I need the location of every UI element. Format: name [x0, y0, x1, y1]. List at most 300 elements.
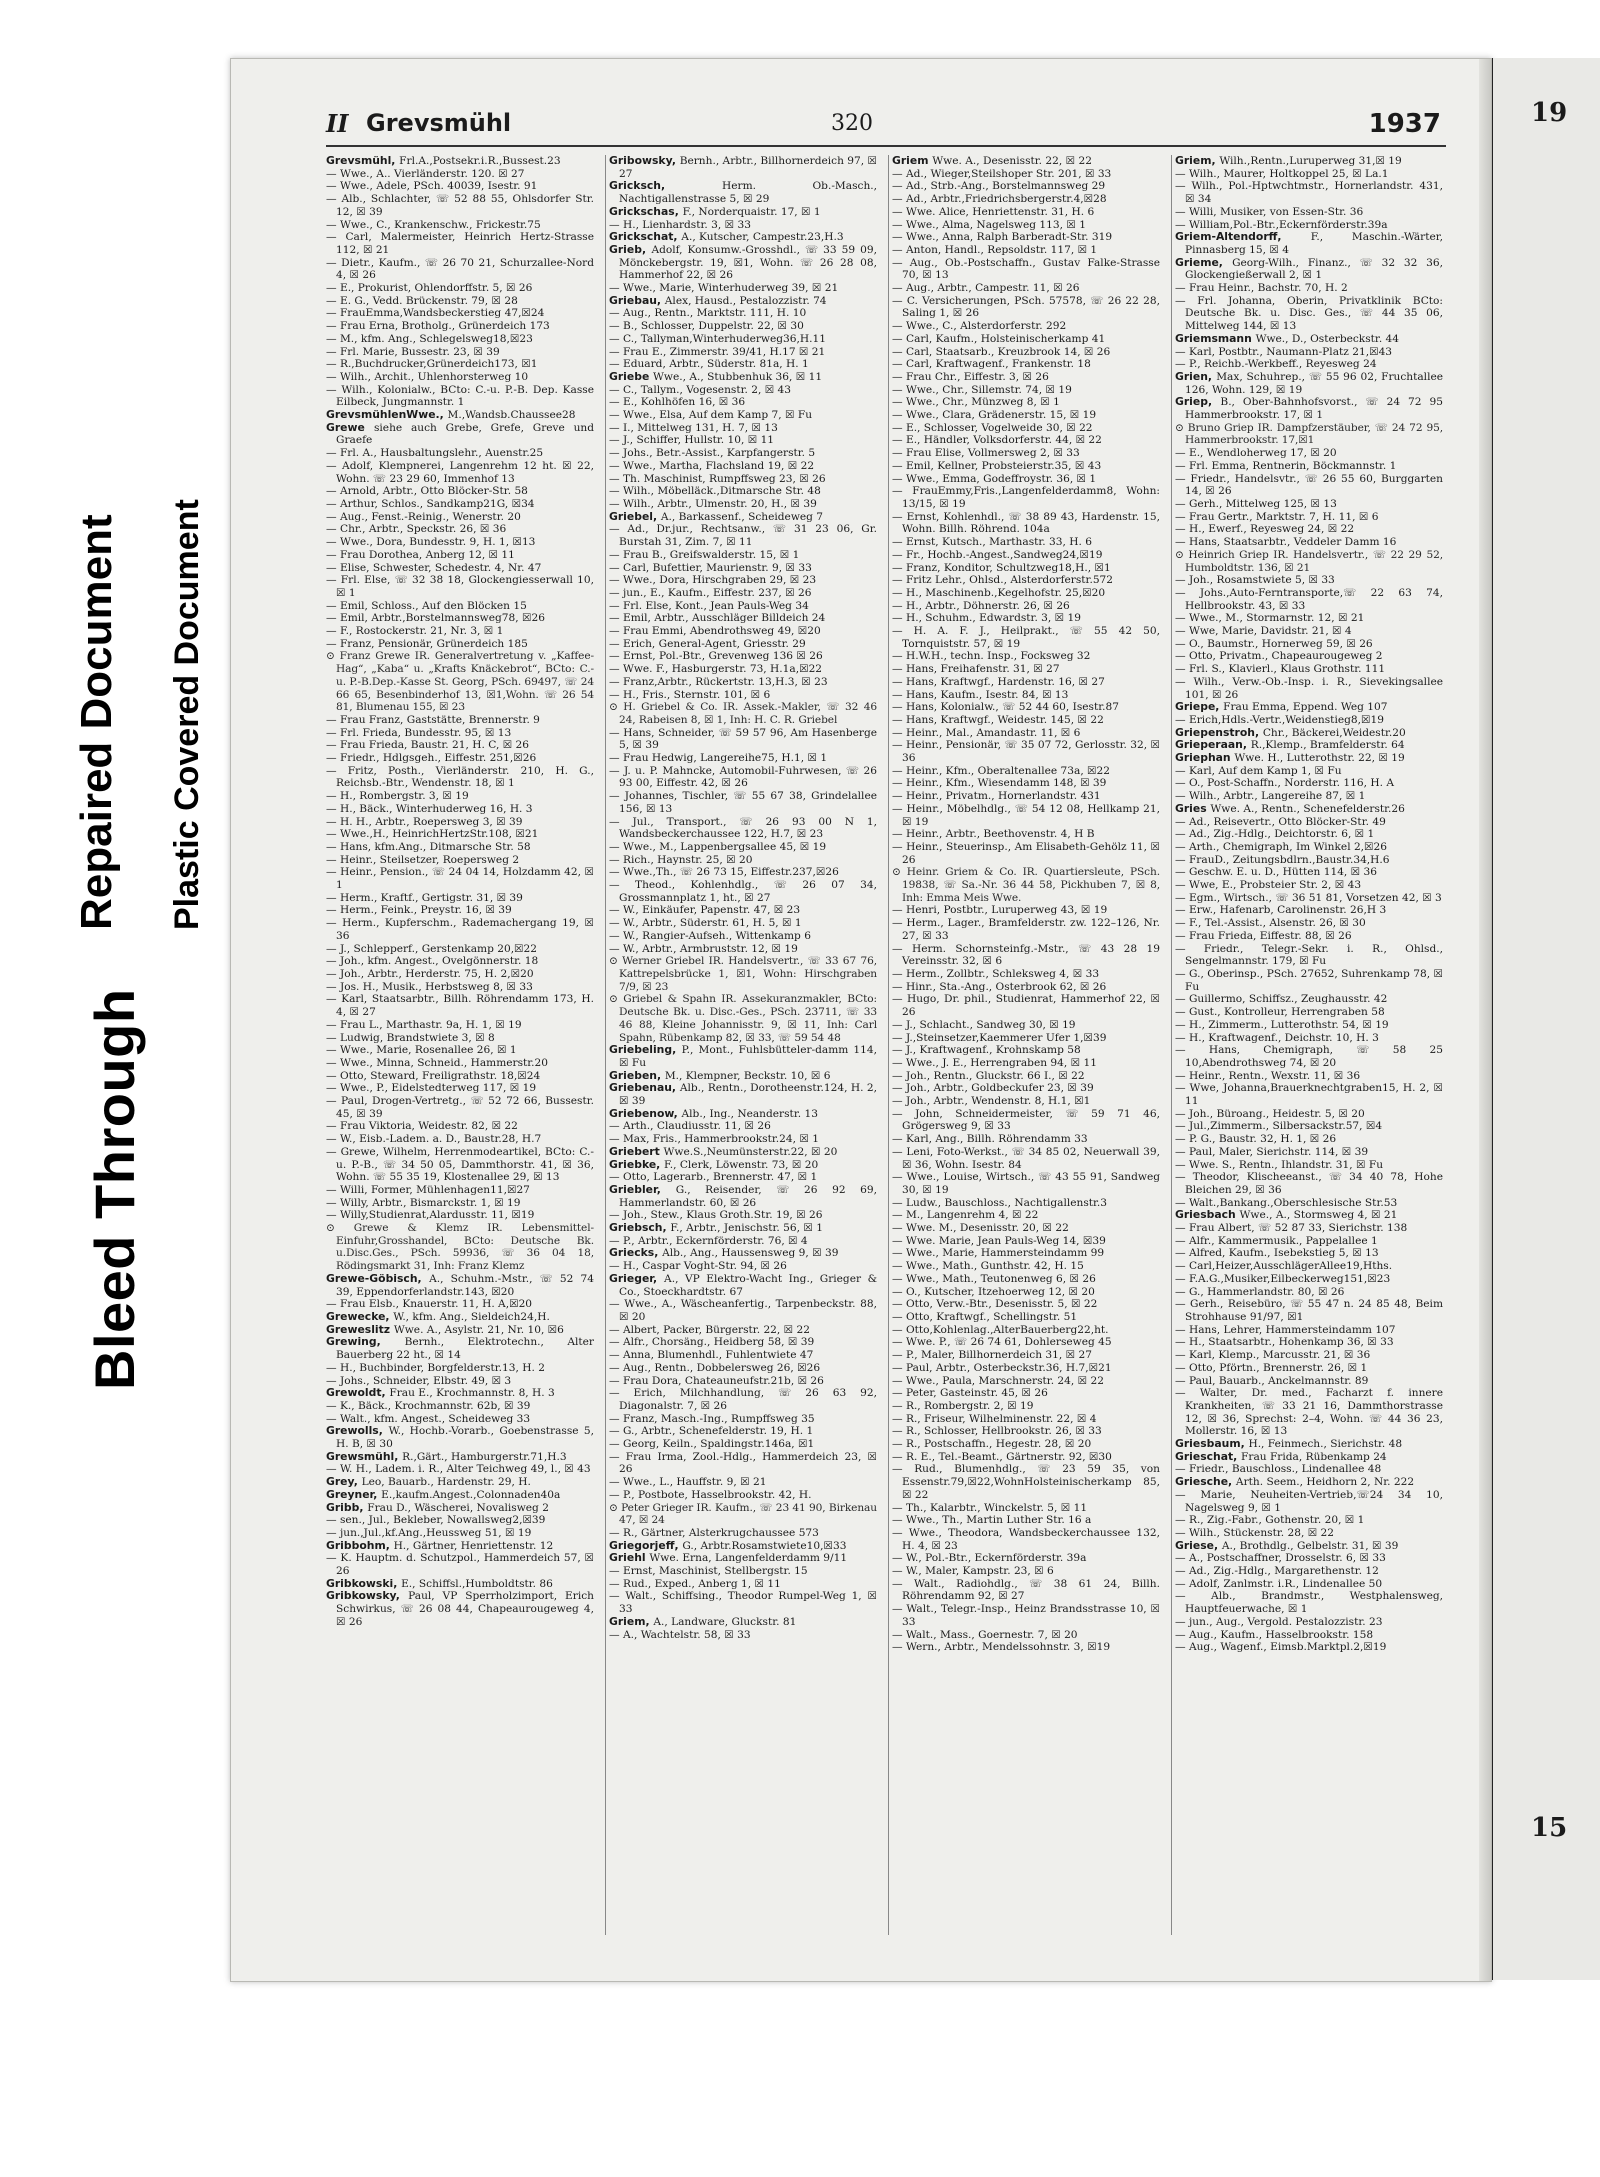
directory-entry: [1175, 1375, 1443, 1388]
entry-surname: Griebsch,: [609, 1221, 671, 1235]
directory-entry: [609, 917, 877, 930]
directory-entry: [326, 816, 594, 829]
entry-text: — Heinr., Steilsetzer, Roepersweg 2: [326, 853, 520, 866]
entry-text: — Wilh., Arbtr., Ulmenstr. 20, H., ☒ 39: [609, 497, 817, 510]
entry-text: — E., Prokurist, Ohlendorffstr. 5, ☒ 26: [326, 282, 533, 295]
directory-entry: [1175, 371, 1443, 396]
entry-surname: Gribbohm,: [326, 1538, 394, 1552]
directory-entry: [1175, 1476, 1443, 1489]
directory-entry: [609, 371, 877, 384]
column-2: [609, 155, 877, 1935]
entry-text: — Heinr., Rentn., Wexstr. 11, ☒ 36: [1175, 1069, 1361, 1082]
header-rule: [326, 145, 1446, 147]
directory-entry: [892, 1133, 1160, 1146]
entry-text: — jun., Aug., Vergold. Pestalozzistr. 23: [1175, 1615, 1383, 1628]
directory-entry: [892, 155, 1160, 168]
directory-entry: [326, 536, 594, 549]
entry-surname: Griebe: [609, 369, 654, 383]
entry-text: E.,kaufm.Angest.,Colonnaden40a: [381, 1488, 561, 1501]
entry-text: — Hans, Kraftwgf., Hardenstr. 16, ☒ 27: [892, 675, 1105, 688]
entry-surname: Griemsmann: [1175, 331, 1256, 345]
directory-entry: [609, 155, 877, 180]
entry-text: — Leni, Foto-Werkst., ☏ 34 85 02, Neuerwall 39, ☒ 36, Wohn. Isestr. 84: [892, 1145, 1160, 1171]
entry-text: Alb., Rentn., Dorotheenstr.124, H. 2, ☒ 39: [619, 1082, 877, 1108]
entry-text: — Willy, Arbtr., Bismarckstr. 1, ☒ 19: [326, 1196, 521, 1209]
directory-entry: [326, 993, 594, 1018]
entry-text: — Walt., Mass., Goernestr. 7, ☒ 20: [892, 1628, 1078, 1641]
entry-text: — Ernst, Maschinist, Stellbergstr. 15: [609, 1565, 808, 1578]
entry-text: — Frau Gertr., Marktstr. 7, H. 11, ☒ 6: [1175, 510, 1379, 523]
entry-text: — P., Maler, Billhornerdeich 31, ☒ 27: [892, 1349, 1092, 1362]
entry-text: — Alb., Brandmstr., Westphalensweg, Hauptfeuerwache, ☒ 1: [1175, 1590, 1443, 1616]
entry-text: — W. H., Ladem. i. R., Alter Teichweg 49, l., ☒ 43: [326, 1463, 591, 1476]
directory-entry: [609, 396, 877, 409]
entry-text: — Wilh., Möbelläck.,Ditmarsche Str. 48: [609, 485, 821, 498]
entry-text: — P., Reichb.-Werkbeff., Reyesweg 24: [1175, 358, 1377, 371]
entry-text: — Franz,Arbtr., Rückertstr. 13,H.3, ☒ 23: [609, 675, 828, 688]
entry-text: — Otto, Pförtn., Brennerstr. 26, ☒ 1: [1175, 1361, 1368, 1374]
directory-entry: [326, 1514, 594, 1527]
entry-text: — Karl, Klemp., Marcusstr. 21, ☒ 36: [1175, 1349, 1371, 1362]
entry-text: Alb., Ang., Haussensweg 9, ☒ 39: [662, 1247, 839, 1260]
directory-entry: [1175, 333, 1443, 346]
entry-text: — J., Schiffer, Hullstr. 10, ☒ 11: [609, 434, 775, 447]
entry-text: — J., Schlepperf., Gerstenkamp 20,☒22: [326, 942, 538, 955]
directory-entry: [326, 282, 594, 295]
directory-entry: [892, 1311, 1160, 1324]
directory-entry: [892, 434, 1160, 447]
entry-text: — Aug., Rentn., Marktstr. 111, H. 10: [609, 307, 807, 320]
directory-entry: [326, 866, 594, 891]
entry-text: — Peter, Gasteinstr. 45, ☒ 26: [892, 1387, 1048, 1400]
directory-entry: [609, 244, 877, 282]
directory-entry: [892, 536, 1160, 549]
directory-entry: [892, 1235, 1160, 1248]
directory-entry: [1175, 1629, 1443, 1642]
entry-text: Georg-Wilh., Finanz., ☏ 32 32 36, Glockengießerwall 2, ☒ 1: [1185, 256, 1443, 282]
entry-surname: Griebert: [609, 1144, 664, 1158]
directory-entry: [609, 625, 877, 638]
entry-text: — Wwe. P., ☏ 26 74 61, Dohlerseweg 45: [892, 1336, 1112, 1349]
entry-text: — Friedr., Handelsvtr., ☏ 26 55 60, Burggarten 14, ☒ 26: [1175, 472, 1443, 498]
entry-surname: Grewsmühl,: [326, 1449, 403, 1463]
entry-text: — Grewe, Wilhelm, Herrenmodeartikel, BCto: C.- u. P.-B., ☏ 34 50 05, Dammthorstr. 41, ☒ 36, Wohn. ☏ 55 35 19, Klostenallee 29, ☒ 13: [326, 1145, 594, 1184]
directory-entry: [1175, 1209, 1443, 1222]
directory-entry: [326, 1095, 594, 1120]
entry-text: — Ad., Arbtr.,Friedrichsbergerstr.4,☒28: [892, 193, 1107, 206]
directory-entry: [892, 1527, 1160, 1552]
directory-entry: [892, 1552, 1160, 1565]
entry-surname: Griesche,: [1175, 1475, 1236, 1489]
directory-entry: [609, 1438, 877, 1451]
directory-entry: [892, 993, 1160, 1018]
directory-entry: [892, 1095, 1160, 1108]
entry-text: — Frau L., Marthastr. 9a, H. 1, ☒ 19: [326, 1018, 522, 1031]
directory-entry: [1175, 1235, 1443, 1248]
entry-surname: Grieben,: [609, 1068, 665, 1082]
entry-text: — Anna, Blumenhdl., Fuhlentwiete 47: [609, 1349, 814, 1362]
directory-entry: [326, 1463, 594, 1476]
directory-entry: [1175, 422, 1443, 447]
entry-text: — H., Zimmerm., Lutterothstr. 54, ☒ 19: [1175, 1018, 1389, 1031]
entry-text: — Frau Dora, Chateauneufstr.21b, ☒ 26: [609, 1374, 824, 1387]
entry-text: — R., Schlosser, Hellbrookstr. 26, ☒ 33: [892, 1425, 1102, 1438]
directory-entry: [609, 1120, 877, 1133]
running-head: Grevsmühl: [366, 109, 512, 137]
entry-text: — W., Maler, Kampstr. 23, ☒ 6: [892, 1565, 1054, 1578]
entry-text: — Fritz Lehr., Ohlsd., Alsterdorferstr.572: [892, 574, 1114, 587]
entry-text: — M., kfm. Ang., Schlegelsweg18,☒23: [326, 332, 533, 345]
entry-text: — Albert, Packer, Bürgerstr. 22, ☒ 22: [609, 1323, 811, 1336]
directory-entry: [1175, 1540, 1443, 1553]
directory-entry: [892, 917, 1160, 942]
entry-text: G., Arbtr.Rosamstwiete10,☒33: [682, 1539, 847, 1552]
entry-text: — Hans, Lehrer, Hammersteindamm 107: [1175, 1323, 1396, 1336]
entry-text: — H., Buchbinder, Borgfelderstr.13, H. 2: [326, 1361, 545, 1374]
entry-text: H., Gärtner, Henriettenstr. 12: [393, 1539, 554, 1552]
entry-text: — Wilh., Kolonialw., BCto: C.-u. P.-B. Dep. Kasse Eilbeck, Jungmannstr. 1: [326, 383, 594, 409]
directory-entry: [326, 155, 594, 168]
directory-entry: [892, 231, 1160, 244]
entry-text: W., Hochb.-Vorarb., Goebenstrasse 5, H. B, ☒ 30: [336, 1425, 594, 1451]
directory-entry: [892, 193, 1160, 206]
entry-text: — Willi, Musiker, von Essen-Str. 36: [1175, 205, 1364, 218]
entry-text: — E., Kohlhöfen 16, ☒ 36: [609, 396, 746, 409]
directory-entry: [609, 333, 877, 346]
entry-text: A., Landware, Gluckstr. 81: [653, 1615, 797, 1628]
entry-text: — Ernst, Kohlenhdl., ☏ 38 89 43, Hardenstr. 15, Wohn. Billh. Röhrend. 104a: [892, 510, 1160, 536]
entry-text: — O., Post-Schaffn., Norderstr. 116, H. A: [1175, 777, 1394, 790]
directory-entry: [892, 574, 1160, 587]
entry-surname: Grieperaan,: [1175, 738, 1251, 752]
entry-text: — O., Baumstr., Hornerweg 59, ☒ 26: [1175, 637, 1373, 650]
directory-entry: [609, 638, 877, 651]
entry-text: P., Mont., Fuhlsbütteler-damm 114, ☒ Fu: [619, 1044, 877, 1069]
entry-text: — Friedr., Bauschloss., Lindenallee 48: [1175, 1463, 1382, 1476]
entry-text: — Heinr., Steuerinsp., Am Elisabeth-Gehölz 11, ☒ 26: [892, 840, 1160, 866]
entry-text: — Wwe., Emma, Godeffroystr. 36, ☒ 1: [892, 472, 1097, 485]
directory-entry: [1175, 1044, 1443, 1069]
directory-entry: [609, 295, 877, 308]
directory-entry: [1175, 1120, 1443, 1133]
directory-entry: [326, 1209, 594, 1222]
entry-text: Wwe. H., Lutterothstr. 22, ☒ 19: [1234, 752, 1405, 765]
directory-entry: [1175, 1489, 1443, 1514]
directory-entry: [326, 1590, 594, 1628]
directory-entry: [326, 981, 594, 994]
directory-entry: [326, 1120, 594, 1133]
entry-text: — Wwe., Math., Teutonenweg 6, ☒ 26: [892, 1272, 1096, 1285]
entry-text: — Carl, Bufettier, Maurienstr. 9, ☒ 33: [609, 561, 812, 574]
directory-entry: [326, 625, 594, 638]
entry-text: — R.,Buchdrucker,Grünerdeich173, ☒1: [326, 358, 538, 371]
entry-text: ⊙ Heinrich Griep IR. Handelsvertr., ☏ 22 29 52, Humboldtstr. 136, ☒ 21: [1175, 548, 1443, 574]
directory-entry: [1175, 1349, 1443, 1362]
directory-entry: [892, 562, 1160, 575]
entry-text: B., Ober-Bahnhofsvorst., ☏ 24 72 95 Hammerbrookstr. 17, ☒ 1: [1185, 396, 1443, 422]
entry-text: — Hans, kfm.Ang., Ditmarsche Str. 58: [326, 840, 531, 853]
entry-text: — Wwe, E., Probsteier Str. 2, ☒ 43: [1175, 879, 1362, 892]
directory-entry: [326, 346, 594, 359]
directory-entry: [892, 219, 1160, 232]
entry-text: Wilh.,Rentn.,Luruperweg 31,☒ 19: [1219, 155, 1402, 167]
directory-entry: [326, 320, 594, 333]
entry-text: — Franz, Pensionär, Grünerdeich 185: [326, 637, 528, 650]
entry-text: — Herm., Kupferschm., Rademachergang 19, ☒ 36: [326, 917, 594, 942]
directory-entry: [326, 638, 594, 651]
column-1: [326, 155, 594, 1935]
directory-entry: [609, 511, 877, 524]
directory-entry: [609, 1387, 877, 1412]
directory-entry: [326, 549, 594, 562]
directory-entry: [1175, 752, 1443, 765]
entry-text: — Otto,Kohlenlag.,AlterBauerberg22,ht.: [892, 1323, 1109, 1336]
entry-text: — Karl, Postbtr., Naumann-Platz 21,☒43: [1175, 345, 1393, 358]
directory-entry: [609, 180, 877, 205]
entry-text: — Frl. Frieda, Bundesstr. 95, ☒ 13: [326, 726, 512, 739]
directory-entry: [1175, 993, 1443, 1006]
directory-entry: [1175, 816, 1443, 829]
entry-text: — Theodor, Klischeeanst., ☏ 34 40 78, Hohe Bleichen 29, ☒ 36: [1175, 1171, 1443, 1196]
directory-entry: [892, 943, 1160, 968]
directory-entry: [892, 714, 1160, 727]
entry-text: — R., Gärtner, Alsterkrugchaussee 573: [609, 1526, 819, 1539]
entry-surname: Griepenstroh,: [1175, 725, 1263, 739]
entry-text: — Wern., Arbtr., Mendelssohnstr. 3, ☒19: [892, 1641, 1111, 1654]
entry-text: — F., Tel.-Assist., Alsenstr. 26, ☒ 30: [1175, 917, 1366, 930]
directory-entry: [609, 1425, 877, 1438]
directory-entry: [892, 1451, 1160, 1464]
directory-entry: [892, 904, 1160, 917]
entry-text: — Frau Frieda, Eiffestr. 88, ☒ 26: [1175, 929, 1352, 942]
directory-entry: [326, 727, 594, 740]
year-label: 1937: [1368, 109, 1441, 139]
directory-entry: [1175, 1578, 1443, 1591]
entry-text: — W., Eisb.-Ladem. a. D., Baustr.28, H.7: [326, 1133, 542, 1146]
directory-entry: [892, 790, 1160, 803]
directory-entry: [609, 447, 877, 460]
directory-entry: [609, 346, 877, 359]
directory-entry: [609, 904, 877, 917]
entry-text: — Ernst, Kutsch., Marthastr. 33, H. 6: [892, 536, 1092, 549]
entry-text: — Georg, Keiln., Spaldingstr.146a, ☒1: [609, 1438, 815, 1451]
directory-entry: [1175, 1273, 1443, 1286]
entry-surname: Gribowsky,: [609, 155, 680, 167]
directory-entry: [326, 739, 594, 752]
directory-entry: [892, 727, 1160, 740]
entry-text: — Wwe., Martha, Flachsland 19, ☒ 22: [609, 459, 815, 472]
entry-text: A., Kutscher, Campestr.23,H.3: [681, 231, 844, 244]
entry-text: Paul, VP Sperrholzimport, Erich Schwirkus, ☏ 26 08 44, Chapeaurougeweg 4, ☒ 26: [336, 1590, 594, 1628]
entry-text: Chr., Bäckerei,Weidestr.20: [1262, 726, 1406, 739]
entry-text: — A., Wachtelstr. 58, ☒ 33: [609, 1628, 751, 1641]
entry-text: — G., Hammerlandstr. 80, ☒ 26: [1175, 1285, 1345, 1298]
directory-entry: [1175, 968, 1443, 993]
entry-text: ⊙ Heinr. Griem & Co. IR. Quartiersleute, PSch. 19838, ☏ Sa.-Nr. 36 44 58, Pickhuben 7, ☒ 8, Inh: Emma Meis Wwe.: [892, 866, 1160, 904]
entry-text: — R., Rombergstr. 2, ☒ 19: [892, 1399, 1034, 1412]
entry-text: — Ad., Reisevertr., Otto Blöcker-Str. 49: [1175, 815, 1386, 828]
entry-text: — FrauEmma,Wandsbeckerstieg 47,☒24: [326, 307, 545, 320]
directory-entry: [609, 1590, 877, 1615]
directory-entry: [892, 1413, 1160, 1426]
entry-text: — Eduard, Arbtr., Süderstr. 81a, H. 1: [609, 358, 809, 371]
directory-entry: [326, 574, 594, 599]
directory-entry: [892, 1209, 1160, 1222]
entry-text: Wwe., D., Osterbeckstr. 44: [1255, 332, 1400, 345]
entry-text: — Hans, Kraftwgf., Weidestr. 145, ☒ 22: [892, 713, 1104, 726]
entry-text: — W., Einkäufer, Papenstr. 47, ☒ 23: [609, 904, 801, 917]
entry-text: — Wwe., Th., Martin Luther Str. 16 a: [892, 1514, 1092, 1527]
directory-entry: [1175, 523, 1443, 536]
entry-text: — Alfred, Kaufm., Isebekstieg 5, ☒ 13: [1175, 1247, 1379, 1260]
directory-entry: [892, 1603, 1160, 1628]
entry-text: — Alb., Schlachter, ☏ 52 88 55, Ohlsdorfer Str. 12, ☒ 39: [326, 193, 594, 218]
entry-text: — A., Postschaffner, Drosselstr. 6, ☒ 33: [1175, 1552, 1386, 1565]
entry-text: — Aug., Ob.-Postschaffn., Gustav Falke-Strasse 70, ☒ 13: [892, 256, 1160, 282]
entry-text: Herm. Ob.-Masch., Nachtigallenstrasse 5, ☒ 29: [619, 180, 877, 206]
entry-text: R.,Gärt., Hamburgerstr.71,H.3: [402, 1450, 567, 1463]
entry-text: Wwe. A., Desenisstr. 22, ☒ 22: [932, 155, 1092, 167]
entry-text: — H. A. F. J., Heilprakt., ☏ 55 42 50, Tornquiststr. 57, ☒ 19: [892, 625, 1160, 650]
directory-entry: [892, 663, 1160, 676]
entry-text: — Joh., Arbtr., Wendenstr. 8, H.1, ☒1: [892, 1095, 1091, 1108]
entry-text: — Guillermo, Schiffsz., Zeughausstr. 42: [1175, 993, 1388, 1006]
entry-text: — Otto, Kraftwgf., Schellingstr. 51: [892, 1310, 1078, 1323]
directory-entry: [1175, 892, 1443, 905]
directory-entry: [1175, 1336, 1443, 1349]
entry-surname: GrevsmühlenWwe.,: [326, 408, 448, 422]
entry-text: — R., Postschaffn., Hegestr. 28, ☒ 20: [892, 1438, 1092, 1451]
directory-entry: [892, 1349, 1160, 1362]
directory-entry: [892, 333, 1160, 346]
directory-entry: [892, 1273, 1160, 1286]
directory-entry: [326, 892, 594, 905]
directory-entry: [609, 1159, 877, 1172]
entry-text: — H., Bäck., Winterhuderweg 16, H. 3: [326, 802, 533, 815]
repaired-document-label: Repaired Document: [72, 514, 121, 930]
entry-text: — Frl. Else, ☏ 32 38 18, Glockengiesserwall 10, ☒ 1: [326, 574, 594, 599]
directory-entry: [609, 612, 877, 625]
directory-entry: [609, 841, 877, 854]
entry-text: — Gust., Kontrolleur, Herrengraben 58: [1175, 1006, 1385, 1019]
directory-entry: [1175, 1082, 1443, 1107]
directory-entry: [326, 358, 594, 371]
directory-entry: [892, 1108, 1160, 1133]
entry-text: — Wwe., Paula, Marschnerstr. 24, ☒ 22: [892, 1374, 1104, 1387]
directory-entry: [609, 1044, 877, 1069]
entry-surname: Gricksch,: [609, 179, 722, 193]
directory-entry: [1175, 765, 1443, 778]
entry-text: Arth. Seem., Heidhorn 2, Nr. 222: [1235, 1476, 1415, 1489]
directory-entry: [609, 574, 877, 587]
directory-entry: [892, 828, 1160, 841]
entry-surname: Griebeling,: [609, 1043, 682, 1057]
directory-entry: [1175, 1260, 1443, 1273]
entry-text: — Friedr., Hdlgsgeh., Eiffestr. 251,☒26: [326, 752, 537, 765]
directory-entry: [1175, 676, 1443, 701]
directory-entry: [609, 549, 877, 562]
directory-entry: [609, 600, 877, 613]
directory-entry: [1175, 1362, 1443, 1375]
entry-text: — Heinr., Mal., Amandastr. 11, ☒ 6: [892, 726, 1081, 739]
entry-text: — B., Schlosser, Duppelstr. 22, ☒ 30: [609, 320, 804, 333]
directory-entry: [1175, 917, 1443, 930]
directory-entry: [892, 1260, 1160, 1273]
entry-text: — Emil, Schloss., Auf den Blöcken 15: [326, 599, 527, 612]
entry-text: — H. H., Arbtr., Roepersweg 3, ☒ 39: [326, 815, 523, 828]
directory-entry: [326, 1044, 594, 1057]
entry-text: — Theod., Kohlenhdlg., ☏ 26 07 34, Grossmannplatz 1, ht., ☒ 27: [609, 879, 877, 904]
directory-entry: [609, 1184, 877, 1209]
entry-text: M., Klempner, Beckstr. 10, ☒ 6: [664, 1069, 831, 1082]
directory-entry: [1175, 231, 1443, 256]
entry-surname: Griem,: [609, 1614, 654, 1628]
directory-entry: [326, 384, 594, 409]
entry-text: — Wwe., Minna, Schneid., Hammerstr.20: [326, 1056, 549, 1069]
directory-entry: [1175, 1032, 1443, 1045]
directory-entry: [609, 562, 877, 575]
entry-text: — Herm. Schornsteinfg.-Mstr., ☏ 43 28 19 Vereinsstr. 32, ☒ 6: [892, 942, 1160, 968]
entry-text: Leo, Bauarb., Hardenstr. 29, H.: [361, 1476, 531, 1489]
directory-entry: [609, 765, 877, 790]
entry-text: Adolf, Konsumw.-Grosshdl., ☏ 33 59 09, Mönckebergstr. 19, ☒1, Wohn. ☏ 26 28 08, Hammerhof 22, ☒ 26: [619, 243, 877, 282]
entry-text: — G., Arbtr., Schenefelderstr. 19, H. 1: [609, 1425, 814, 1438]
directory-entry: [326, 168, 594, 181]
entry-text: — jun., E., Kaufm., Eiffestr. 237, ☒ 26: [609, 586, 812, 599]
entry-text: — Erich, General-Agent, Griesstr. 29: [609, 637, 806, 650]
entry-text: — Anton, Handl., Repsoldstr. 117, ☒ 1: [892, 243, 1098, 256]
entry-text: — Henri, Postbtr., Luruperweg 43, ☒ 19: [892, 904, 1108, 917]
entry-text: — Frl. Marie, Bussestr. 23, ☒ 39: [326, 345, 500, 358]
entry-text: — Erich, Milchhandlung, ☏ 26 63 92, Diagonalstr. 7, ☒ 26: [609, 1387, 877, 1412]
directory-entry: [326, 1197, 594, 1210]
entry-text: — Frau Irma, Zool.-Hdlg., Hammerdeich 23, ☒ 26: [609, 1450, 877, 1476]
entry-text: — H., Staatsarbtr., Hohenkamp 36, ☒ 33: [1175, 1336, 1394, 1349]
directory-entry: [326, 714, 594, 727]
directory-entry: [892, 739, 1160, 764]
entry-text: — W., Rangier-Aufseh., Wittenkamp 6: [609, 929, 811, 942]
directory-entry: [326, 600, 594, 613]
entry-text: — H., Rombergstr. 3, ☒ 19: [326, 790, 469, 803]
directory-entry: [326, 1019, 594, 1032]
entry-text: — Wwe., Dora, Bundesstr. 9, H. 1, ☒13: [326, 536, 536, 549]
entry-text: — Wwe., Adele, PSch. 40039, Isestr. 91: [326, 180, 538, 193]
entry-text: — J. u. P. Mahncke, Automobil-Fuhrwesen, ☏ 26 93 00, Eiffestr. 42, ☒ 26: [609, 764, 877, 790]
entry-text: Wwe.S.,Neumünsterstr.22, ☒ 20: [663, 1145, 838, 1158]
entry-text: — Wwe., Marie, Winterhuderweg 39, ☒ 21: [609, 282, 839, 295]
entry-text: — Wwe. Marie, Jean Pauls-Weg 14, ☒39: [892, 1234, 1106, 1247]
directory-entry: [892, 1298, 1160, 1311]
directory-entry: [1175, 498, 1443, 511]
directory-entry: [1175, 1146, 1443, 1159]
directory-entry: [1175, 612, 1443, 625]
directory-entry: [892, 295, 1160, 320]
entry-text: — Wwe., Louise, Wirtsch., ☏ 43 55 91, Sandweg 30, ☒ 19: [892, 1171, 1160, 1196]
entry-text: — Joh., kfm. Angest., Ovelgönnerstr. 18: [326, 955, 539, 968]
directory-entry: [1175, 1641, 1443, 1654]
entry-text: — Wwe. M., Desenisstr. 20, ☒ 22: [892, 1222, 1069, 1235]
directory-entry: [892, 1438, 1160, 1451]
directory-entry: [892, 650, 1160, 663]
directory-entry: [1175, 155, 1443, 168]
entry-text: — Wwe., Math., Gunthstr. 42, H. 15: [892, 1260, 1084, 1273]
entry-text: — Wwe., M., Stormarnstr. 12, ☒ 21: [1175, 612, 1365, 625]
directory-entry: [609, 689, 877, 702]
directory-entry: [892, 1324, 1160, 1337]
directory-entry: [609, 1502, 877, 1527]
directory-entry: [326, 1540, 594, 1553]
entry-text: — P., Arbtr., Eckernförderstr. 76, ☒ 4: [609, 1234, 808, 1247]
